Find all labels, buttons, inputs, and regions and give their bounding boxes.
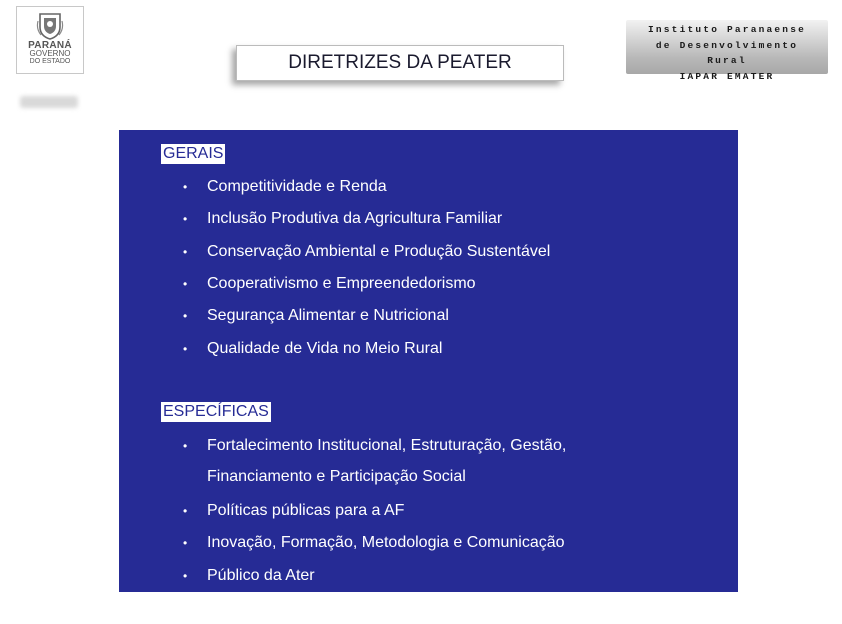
list-item xyxy=(183,566,315,586)
list-item-text: Público da Ater xyxy=(207,567,315,584)
bullet-icon: • xyxy=(183,504,188,518)
list-item-text: Competitividade e Renda xyxy=(207,178,387,195)
list-item xyxy=(183,533,565,553)
list-item xyxy=(183,177,387,197)
bullet-icon: • xyxy=(183,180,188,194)
institute-line-4: IAPAR EMATER xyxy=(679,70,775,82)
institute-line-3: Rural xyxy=(707,55,747,66)
bullet-icon: • xyxy=(183,342,188,356)
list-item-text: Conservação Ambiental e Produção Sustentável xyxy=(207,243,551,260)
bullet-icon: • xyxy=(183,277,188,291)
bullet-icon: • xyxy=(183,536,188,550)
page-title: DIRETRIZES DA PEATER xyxy=(236,45,564,81)
list-item-text: Inovação, Formação, Metodologia e Comunicação xyxy=(207,534,565,551)
list-item-text: Segurança Alimentar e Nutricional xyxy=(207,307,449,324)
list-item-text: Inclusão Produtiva da Agricultura Familiar xyxy=(207,210,503,227)
list-item xyxy=(183,306,449,326)
parana-coat-of-arms-icon xyxy=(36,11,64,41)
bullet-icon: • xyxy=(183,212,188,226)
content-panel xyxy=(119,130,738,592)
list-item xyxy=(183,274,476,294)
list-item-text: Políticas públicas para a AF xyxy=(207,502,405,519)
logo-text-do-estado: DO ESTADO xyxy=(29,58,71,65)
bullet-icon: • xyxy=(183,569,188,583)
list-item xyxy=(183,242,550,262)
list-item xyxy=(183,436,566,487)
parana-government-logo xyxy=(16,6,84,74)
list-item-text-continuation: Financiamento e Participação Social xyxy=(207,468,466,485)
institute-text xyxy=(626,22,828,84)
list-item-text: Fortalecimento Institucional, Estruturação, Gestão, xyxy=(207,437,567,454)
list-item xyxy=(183,209,502,229)
list-item xyxy=(183,501,404,521)
logo-text-governo: GOVERNO xyxy=(29,49,71,58)
blurred-mark xyxy=(20,96,78,108)
list-item-text: Cooperativismo e Empreendedorismo xyxy=(207,275,476,292)
bullet-icon: • xyxy=(183,245,188,259)
bullet-icon: • xyxy=(183,439,188,453)
section-heading-gerais: GERAIS xyxy=(163,145,224,162)
list-item xyxy=(183,339,442,359)
institute-line-2: de Desenvolvimento xyxy=(655,39,799,51)
logo-text-parana: PARANÁ xyxy=(28,40,72,51)
section-heading-especificas: ESPECÍFICAS xyxy=(163,403,269,420)
bullet-icon: • xyxy=(183,309,188,323)
institute-line-1: Instituto Paranaense xyxy=(647,24,807,35)
list-item-text: Qualidade de Vida no Meio Rural xyxy=(207,340,443,357)
